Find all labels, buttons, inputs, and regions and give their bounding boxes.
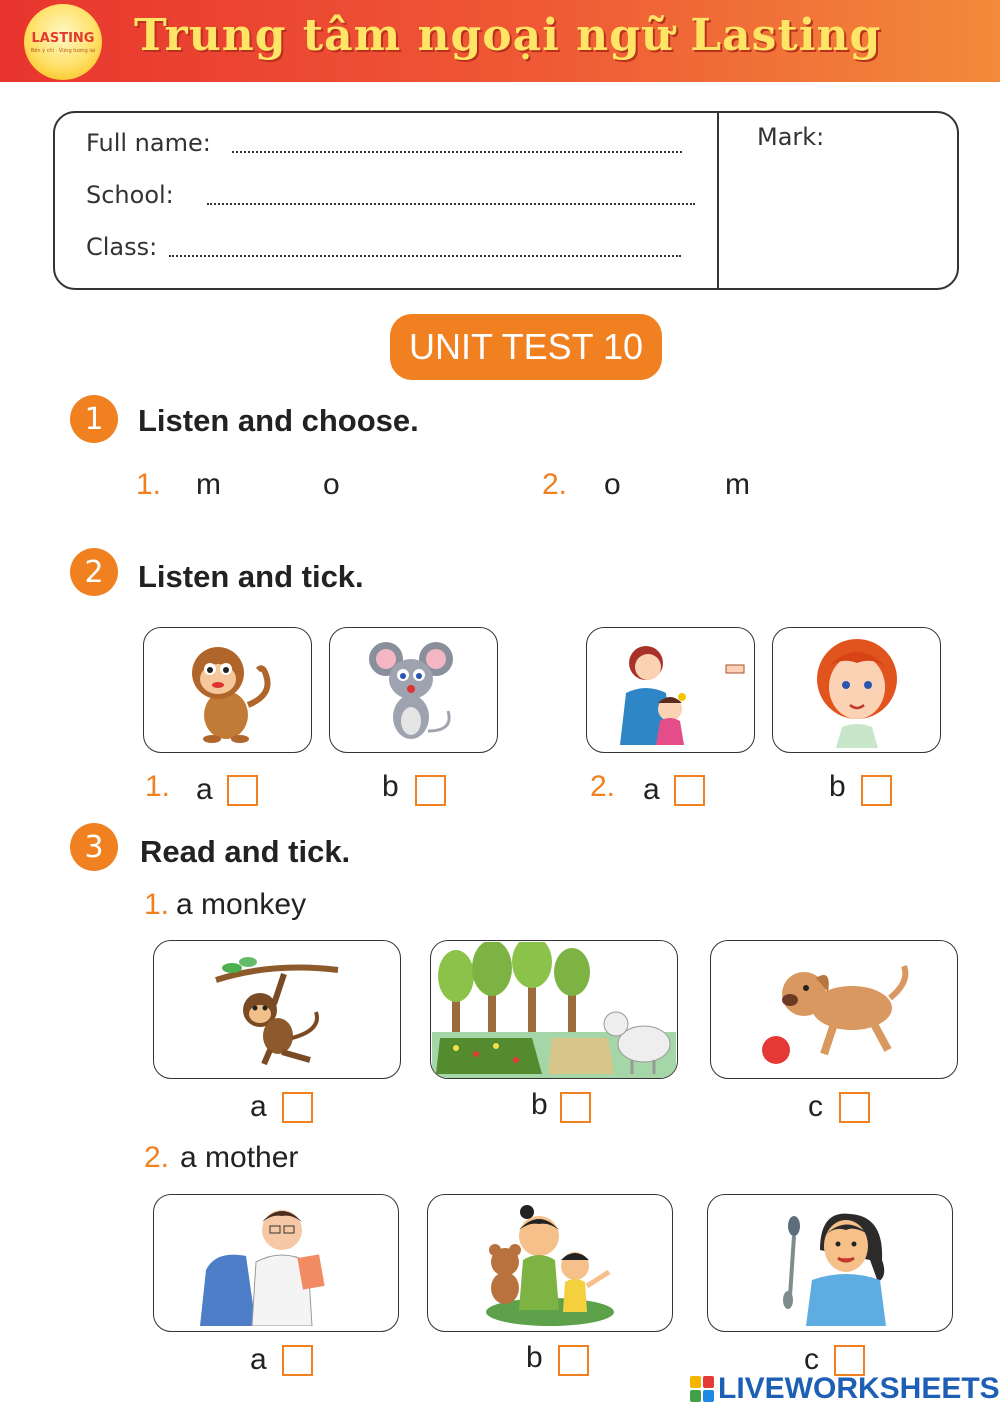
s3-q2-pic-c	[707, 1194, 953, 1332]
logo-subtext: Bền ý chí · Vững tương lai	[30, 47, 96, 54]
man-reading-icon	[196, 1200, 356, 1326]
s3-q1-text: a monkey	[176, 888, 307, 921]
center-title: Trung tâm ngoại ngữ Lasting	[134, 10, 882, 61]
full-name-field[interactable]	[232, 135, 682, 153]
s3-q1-checkbox-a[interactable]	[282, 1092, 313, 1123]
footer-text: LIVEWORKSHEETS	[718, 1372, 1000, 1405]
mother-and-child-icon	[596, 635, 746, 745]
s3-q2-label-a: a	[250, 1343, 267, 1376]
info-divider	[717, 113, 719, 288]
section-2-number: 2	[70, 548, 118, 596]
section-2-title: Listen and tick.	[138, 559, 364, 594]
unit-test-badge: UNIT TEST 10	[390, 314, 662, 380]
header-banner	[0, 0, 1000, 82]
logo-text: LASTING	[31, 30, 95, 46]
s3-q1-pic-a	[153, 940, 401, 1079]
school-field[interactable]	[207, 187, 695, 205]
s3-q1-checkbox-c[interactable]	[839, 1092, 870, 1123]
s3-q2-text: a mother	[180, 1141, 299, 1174]
full-name-row	[86, 129, 682, 157]
s2-item1-number: 1.	[145, 770, 171, 803]
s3-q2-number: 2.	[144, 1141, 170, 1174]
s3-q2-checkbox-a[interactable]	[282, 1345, 313, 1376]
section-1-number: 1	[70, 395, 118, 443]
s1-item1-option-o[interactable]: o	[323, 468, 340, 501]
s2-item2-checkbox-b[interactable]	[861, 775, 892, 806]
s2-item2-number: 2.	[590, 770, 616, 803]
student-info-box	[53, 111, 959, 290]
s3-q2-pic-b	[427, 1194, 673, 1332]
class-field[interactable]	[169, 239, 681, 257]
monkey-on-branch-icon	[212, 950, 342, 1070]
s1-item1-option-m[interactable]: m	[196, 468, 221, 501]
s3-q1-pic-b	[430, 940, 678, 1079]
girl-icon	[802, 633, 912, 748]
school-row	[86, 181, 695, 209]
monkey-icon	[178, 635, 278, 745]
section-3-number: 3	[70, 823, 118, 871]
s2-item2-label-b: b	[829, 770, 846, 803]
s2-item2-label-a: a	[643, 773, 660, 806]
woman-with-spoon-icon	[750, 1200, 910, 1326]
s2-item2-checkbox-a[interactable]	[674, 775, 705, 806]
mark-label: Mark:	[757, 123, 825, 151]
dog-with-ball-icon	[754, 950, 914, 1070]
s3-q1-number: 1.	[144, 888, 170, 921]
school-label: School:	[86, 181, 174, 209]
children-with-teddy-icon	[475, 1200, 625, 1326]
lasting-logo	[24, 4, 102, 80]
s3-q1-label-c: c	[808, 1090, 823, 1123]
s3-q1-label-a: a	[250, 1090, 267, 1123]
s1-item1-number: 1.	[136, 468, 162, 501]
section-3-title: Read and tick.	[140, 834, 351, 869]
s2-item2-pic-b	[772, 627, 941, 753]
s2-item1-label-a: a	[196, 773, 213, 806]
s2-item1-pic-b	[329, 627, 498, 753]
s3-q1-label-b: b	[531, 1088, 548, 1121]
liveworksheets-watermark	[690, 1372, 1000, 1406]
s3-q1-pic-c	[710, 940, 958, 1079]
s2-item2-pic-a	[586, 627, 755, 753]
s1-item2-option-m[interactable]: m	[725, 468, 750, 501]
liveworksheets-logo-icon	[690, 1376, 714, 1402]
class-label: Class:	[86, 233, 158, 261]
s2-item1-label-b: b	[382, 770, 399, 803]
s2-item1-pic-a	[143, 627, 312, 753]
s3-q2-checkbox-b[interactable]	[558, 1345, 589, 1376]
full-name-label: Full name:	[86, 129, 211, 157]
garden-with-goat-icon	[432, 942, 676, 1078]
section-1-title: Listen and choose.	[138, 403, 419, 438]
s1-item2-number: 2.	[542, 468, 568, 501]
s3-q1-checkbox-b[interactable]	[560, 1092, 591, 1123]
s3-q2-pic-a	[153, 1194, 399, 1332]
s3-q2-label-c: c	[804, 1343, 819, 1376]
mouse-icon	[364, 635, 464, 745]
class-row	[86, 233, 681, 261]
s2-item1-checkbox-a[interactable]	[227, 775, 258, 806]
s1-item2-option-o[interactable]: o	[604, 468, 621, 501]
s3-q2-label-b: b	[526, 1341, 543, 1374]
s2-item1-checkbox-b[interactable]	[415, 775, 446, 806]
